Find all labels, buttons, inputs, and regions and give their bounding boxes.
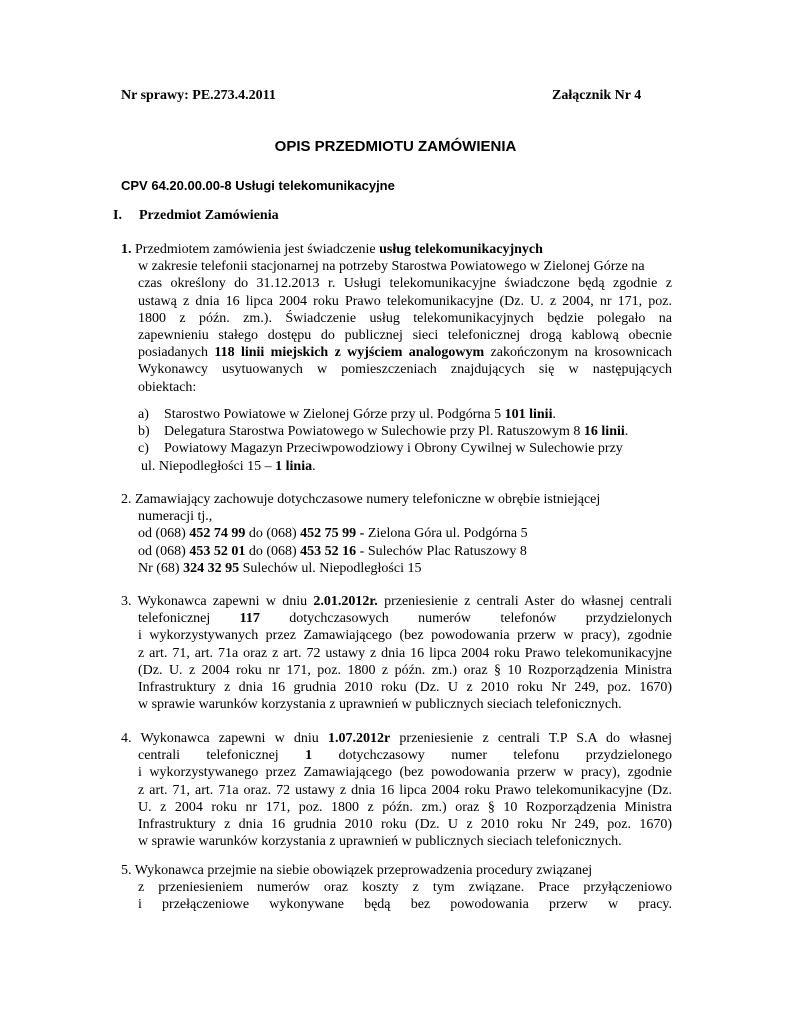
item-4-line-1 — [121, 730, 672, 747]
item-1-line-4: ustawą z dnia 16 lipca 2004 roku Prawo telekomunikacyjne (Dz. U. z 2004, nr 171, poz. — [138, 293, 672, 309]
item-3-line-1 — [121, 593, 672, 610]
item-1-line-7-b: 118 linii miejskich z wyjściem analogowym — [214, 345, 485, 361]
item-4-line-6: Infrastruktury z dnia 16 grudnia 2010 roku (Dz. U z 2010 roku Nr 249, poz. 1670) — [138, 816, 672, 832]
continuation-a: ul. Niepodległości 15 – — [141, 458, 276, 474]
section-number: I. — [113, 208, 122, 223]
item-3-line-1-a: Wykonawca zapewni w dniu — [137, 594, 314, 609]
item-2-line-2: numeracji tj., — [138, 509, 213, 525]
list-item-end: . — [624, 424, 629, 440]
item-4-line-3: i wykorzystywanego przez Zamawiającego (bez powodowania przerw w pracy), zgodnie — [138, 765, 672, 781]
item-1-line-9: obiektach: — [138, 379, 197, 395]
item-3-line-1-c: przeniesienie z centrali Aster do własnej centrali — [377, 594, 672, 609]
item-4-line-2-c: dotychczasowy numer telefonu przydzielonego — [312, 748, 672, 764]
item-4-line-7: w sprawie warunków korzystania z uprawnień w publicznych sieciach telefonicznych. — [138, 834, 622, 850]
continuation-b: 1 linia — [275, 458, 313, 474]
item-3-line-5: (Dz. U. z 2004 roku nr 171, poz. 1800 z późn. zm.) oraz § 10 Rozporządzenia Ministra — [138, 662, 672, 678]
item-5-number: 5. — [121, 863, 132, 878]
item-1-line-3: czas określony do 31.12.2013 r. Usługi telekomunikacyjne świadczone będą zgodnie z — [138, 276, 672, 292]
item-3-date: 2.01.2012r. — [313, 594, 378, 609]
item-1-subitems — [121, 406, 672, 475]
item-4-number: 4. — [121, 731, 132, 746]
item-1-lead-bold: usług telekomunikacyjnych — [379, 242, 543, 257]
item-1 — [121, 241, 672, 396]
phone-row-prefix: Nr (68) — [138, 560, 184, 576]
list-item-bold: 101 linii — [504, 407, 553, 422]
phone-from: 453 52 01 — [189, 543, 246, 559]
page-title: OPIS PRZEDMIOTU ZAMÓWIENIA — [274, 138, 517, 155]
item-3-line-2-c: dotychczasowych numerów telefonów przydzielonych — [259, 611, 672, 627]
item-4-line-1-a: Wykonawca zapewni w dniu — [140, 731, 328, 746]
phone-row-prefix: od (068) — [138, 526, 190, 542]
item-5-line-2: z przeniesieniem numerów oraz koszty z tym związane. Prace przyłączeniowo — [138, 880, 672, 896]
item-1-line-7-a: posiadanych — [138, 345, 215, 361]
phone-to: 452 75 99 - — [300, 526, 365, 542]
item-1-line-5: 1800 z późn. zm.). Świadczenie usług telekomunikacyjnych będzie polegało na — [138, 310, 672, 326]
phone-range-row — [121, 525, 672, 542]
item-4-line-4: z art. 71, art. 71a oraz. 72 ustawy z dnia 16 lipca 2004 roku Prawo telekomunikacyjne (Dz. — [138, 782, 672, 798]
phone-number: 324 32 95 — [183, 560, 240, 576]
item-1-line-7 — [121, 344, 672, 361]
item-1-line-7-c: zakończonym na krosownicach — [484, 345, 672, 361]
phone-from: 452 74 99 — [189, 526, 246, 542]
case-number: Nr sprawy: PE.273.4.2011 — [121, 88, 276, 103]
section-title: Przedmiot Zamówienia — [139, 208, 279, 223]
phone-location: - Sulechów Plac Ratuszowy 8 — [356, 543, 527, 559]
item-5 — [121, 862, 672, 914]
phone-row-prefix: od (068) — [138, 543, 190, 559]
item-1-line-6: zapewnieniu stałego dostępu do publicznej sieci telefonicznej drogą kablową obecnie — [138, 327, 672, 343]
list-item-text: Powiatowy Magazyn Przeciwpowodziowy i Obrony Cywilnej w Sulechowie przy — [164, 441, 623, 457]
item-4-date: 1.07.2012r — [328, 731, 391, 746]
attachment-label: Załącznik Nr 4 — [552, 88, 642, 103]
phone-range-row — [121, 543, 672, 560]
item-4-line-2 — [121, 747, 672, 764]
list-item-label: b) — [138, 424, 150, 440]
item-3-count: 117 — [239, 611, 260, 627]
item-4 — [121, 730, 672, 850]
item-1-line-2: w zakresie telefonii stacjonarnej na potrzeby Starostwa Powiatowego w Zielonej Górze na — [138, 259, 645, 275]
list-item-text: Delegatura Starostwa Powiatowego w Sulechowie przy Pl. Ratuszowym 8 — [164, 424, 584, 440]
item-2-number: 2. — [121, 492, 132, 507]
item-1-number: 1. — [121, 242, 132, 257]
item-1-line-8: Wykonawcy usytuowanych w pomieszczeniach znajdujących się w następujących — [138, 362, 672, 378]
item-2-line-1: Zamawiający zachowuje dotychczasowe numery telefoniczne w obrębie istniejącej — [135, 492, 601, 507]
phone-row-mid: do (068) — [245, 543, 301, 559]
list-item — [121, 406, 672, 423]
item-4-line-1-c: przeniesienie z centrali T.P S.A do własnej — [390, 731, 673, 746]
list-item — [121, 423, 672, 440]
item-5-line-3: i przełączeniowe wykonywane będą bez powodowania przerw w pracy. — [138, 897, 672, 913]
list-item-label: a) — [138, 407, 149, 422]
item-3-line-6: Infrastruktury z dnia 16 grudnia 2010 roku (Dz. U z 2010 roku Nr 249, poz. 1670) — [138, 679, 672, 695]
phone-to: 453 52 16 — [300, 543, 357, 559]
phone-row-mid: do (068) — [245, 526, 301, 542]
list-item — [121, 440, 672, 457]
list-item-text: Starostwo Powiatowe w Zielonej Górze przy ul. Podgórna 5 — [164, 407, 505, 422]
item-4-line-5: U. z 2004 roku nr 171, poz. 1800 z późn. zm.) oraz § 10 Rozporządzenia Ministra — [138, 799, 672, 815]
item-1-lead: Przedmiotem zamówienia jest świadczenie — [135, 242, 380, 257]
list-item-bold: 16 linii — [583, 424, 625, 440]
item-3 — [121, 593, 672, 713]
item-4-count: 1 — [305, 748, 313, 764]
list-item-label: c) — [138, 441, 149, 457]
item-3-line-7: w sprawie warunków korzystania z uprawnień w publicznych sieciach telefonicznych. — [138, 697, 622, 713]
cpv-code: CPV 64.20.00.00-8 Usługi telekomunikacyjne — [121, 178, 395, 193]
phone-location: Zielona Góra ul. Podgórna 5 — [364, 526, 528, 542]
item-2 — [121, 491, 672, 577]
section-heading — [113, 207, 279, 224]
item-5-line-1: Wykonawca przejmie na siebie obowiązek przeprowadzenia procedury związanej — [134, 863, 593, 878]
item-4-line-2-a: centrali telefonicznej — [138, 748, 306, 764]
phone-single-row — [121, 560, 672, 577]
item-3-line-2 — [121, 610, 672, 627]
list-item-end: . — [552, 407, 556, 422]
item-3-line-4: z art. 71, art. 71a oraz z art. 72 ustawy z dnia 16 lipca 2004 roku Prawo telekomunikacyjne — [138, 645, 672, 661]
phone-location: Sulechów ul. Niepodległości 15 — [239, 560, 422, 576]
list-item-continuation — [121, 458, 672, 475]
item-3-number: 3. — [121, 594, 132, 609]
item-3-line-3: i wykorzystywanych przez Zamawiającego (bez powodowania przerw w pracy), zgodnie — [138, 628, 672, 644]
continuation-c: . — [312, 458, 316, 474]
item-3-line-2-a: telefonicznej — [138, 611, 240, 627]
